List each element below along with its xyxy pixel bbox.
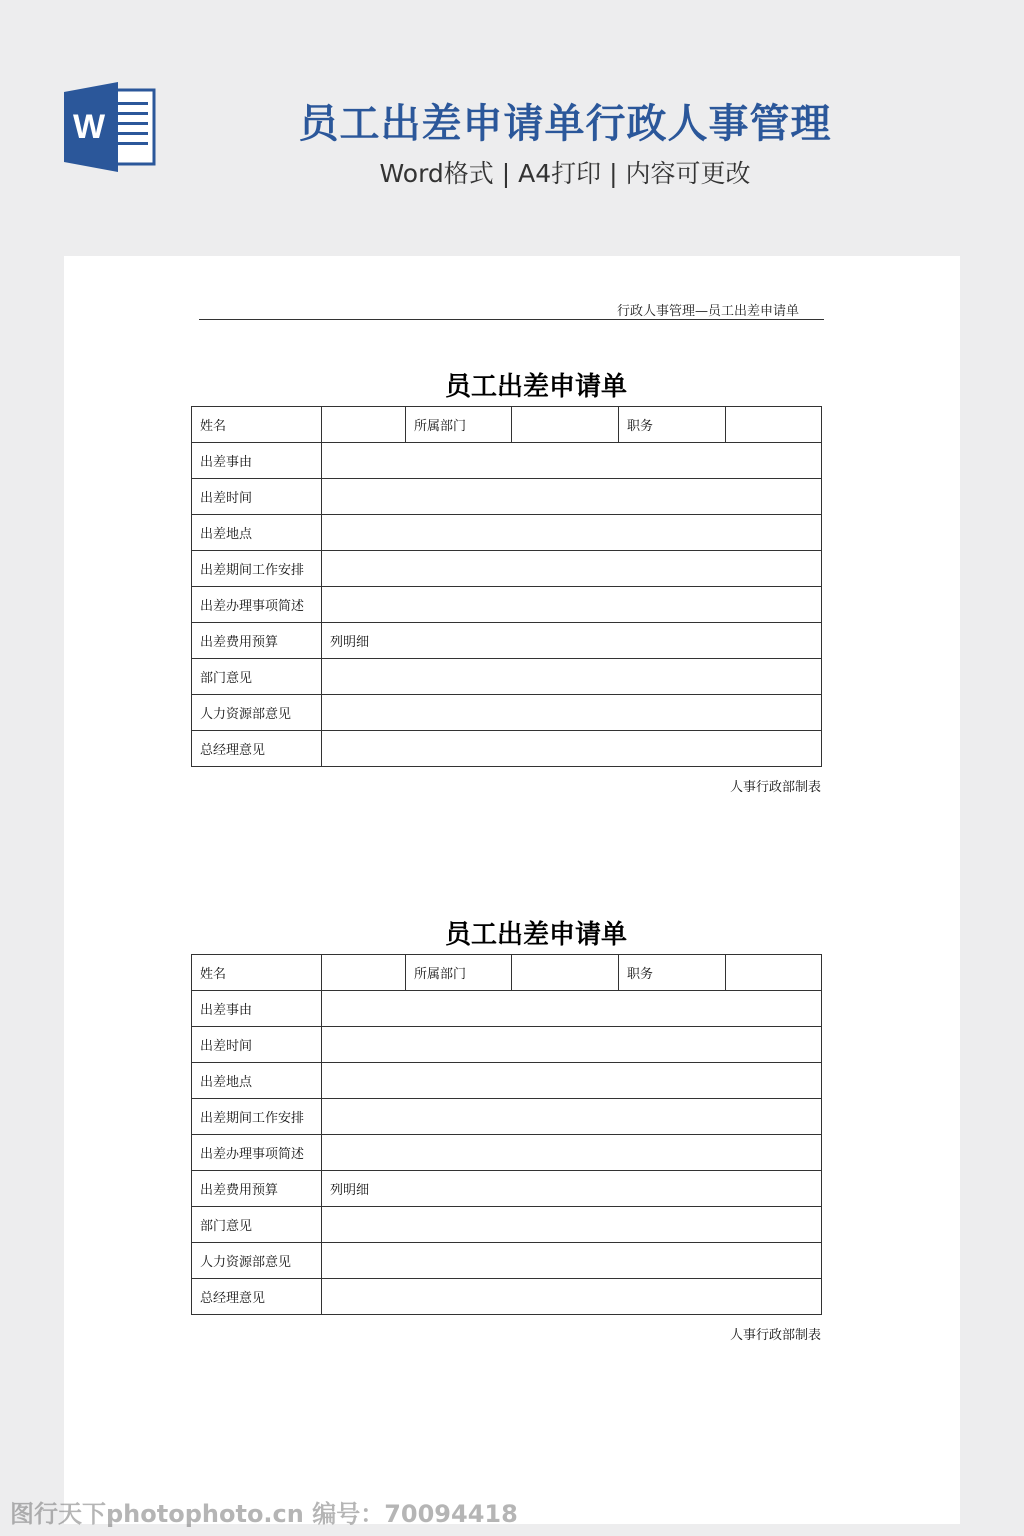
table-row [192,1171,822,1207]
table-row [192,1135,822,1171]
row-label: 出差事由 [192,991,322,1027]
row-field[interactable] [322,1099,822,1135]
banner-subtitle: Word格式 | A4打印 | 内容可更改 [379,159,751,188]
table-row [192,731,822,767]
form-table [191,406,822,767]
position-label: 职务 [619,407,726,443]
row-field[interactable] [322,551,822,587]
row-field[interactable] [322,1027,822,1063]
name-field[interactable] [322,955,406,991]
row-field[interactable] [322,659,822,695]
document-page [64,256,960,1524]
row-label: 出差期间工作安排 [192,1099,322,1135]
table-row [192,515,822,551]
row-label: 出差地点 [192,1063,322,1099]
table-row [192,407,822,443]
row-label: 部门意见 [192,1207,322,1243]
position-label: 职务 [619,955,726,991]
table-row [192,1207,822,1243]
table-row [192,695,822,731]
row-field[interactable] [322,443,822,479]
row-field[interactable]: 列明细 [322,623,822,659]
dept-field[interactable] [512,955,619,991]
banner-title: 员工出差申请单行政人事管理 [298,101,832,147]
form-title: 员工出差申请单 [444,372,627,402]
name-label: 姓名 [192,407,322,443]
watermark: 图行天下photophoto.cn 编号：70094418 [10,1500,518,1528]
row-label: 人力资源部意见 [192,695,322,731]
row-label: 出差办理事项简述 [192,587,322,623]
form-title: 员工出差申请单 [444,920,627,950]
row-label: 出差事由 [192,443,322,479]
row-field[interactable] [322,1207,822,1243]
table-row [192,1027,822,1063]
table-row [192,587,822,623]
word-icon [64,82,156,172]
table-row [192,659,822,695]
form-table [191,954,822,1315]
position-field[interactable] [726,955,822,991]
row-label: 人力资源部意见 [192,1243,322,1279]
row-label: 出差时间 [192,1027,322,1063]
row-field[interactable] [322,587,822,623]
row-label: 总经理意见 [192,731,322,767]
row-label: 出差办理事项简述 [192,1135,322,1171]
table-row [192,551,822,587]
row-field[interactable] [322,479,822,515]
form-footer: 人事行政部制表 [729,1328,821,1343]
page-header: 行政人事管理—员工出差申请单 [616,304,799,319]
form-footer: 人事行政部制表 [729,780,821,795]
row-field[interactable] [322,1279,822,1315]
row-label: 出差地点 [192,515,322,551]
application-form [191,368,821,795]
dept-field[interactable] [512,407,619,443]
row-field[interactable] [322,731,822,767]
header-divider [199,319,824,320]
row-label: 出差时间 [192,479,322,515]
table-row [192,1243,822,1279]
row-field[interactable] [322,1135,822,1171]
row-label: 出差期间工作安排 [192,551,322,587]
row-label: 总经理意见 [192,1279,322,1315]
dept-label: 所属部门 [406,955,512,991]
row-label: 出差费用预算 [192,1171,322,1207]
row-label: 部门意见 [192,659,322,695]
name-field[interactable] [322,407,406,443]
row-field[interactable] [322,515,822,551]
application-form [191,916,821,1343]
row-field[interactable] [322,1243,822,1279]
name-label: 姓名 [192,955,322,991]
table-row [192,623,822,659]
table-row [192,479,822,515]
dept-label: 所属部门 [406,407,512,443]
position-field[interactable] [726,407,822,443]
row-field[interactable] [322,695,822,731]
row-field[interactable]: 列明细 [322,1171,822,1207]
row-field[interactable] [322,991,822,1027]
table-row [192,443,822,479]
table-row [192,1279,822,1315]
row-field[interactable] [322,1063,822,1099]
row-label: 出差费用预算 [192,623,322,659]
table-row [192,955,822,991]
table-row [192,1063,822,1099]
table-row [192,1099,822,1135]
table-row [192,991,822,1027]
word-icon-letter: W [72,108,106,146]
